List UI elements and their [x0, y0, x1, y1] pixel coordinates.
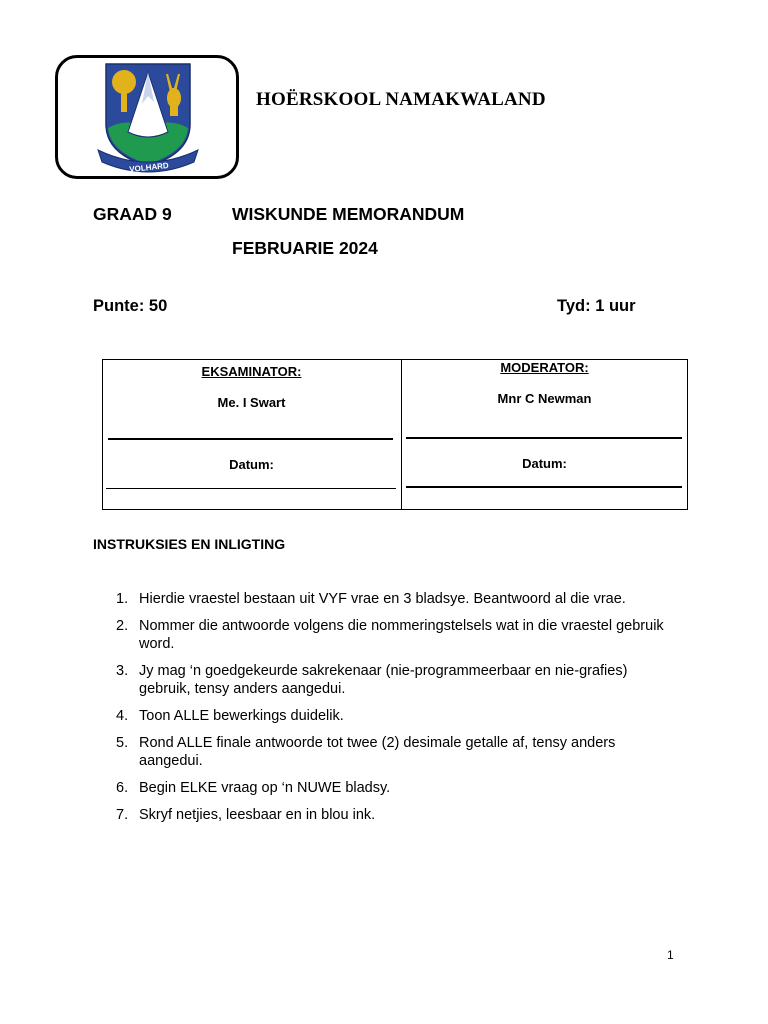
- instructions-heading: INSTRUKSIES EN INLIGTING: [93, 536, 286, 552]
- list-item-text: Rond ALLE finale antwoorde tot twee (2) desimale getalle af, tensy anders aangedui.: [139, 735, 616, 769]
- list-item-text: Hierdie vraestel bestaan uit VYF vrae en 3 bladsye. Beantwoord al die vrae.: [139, 591, 626, 607]
- examiner-heading: EKSAMINATOR:: [201, 364, 302, 379]
- exam-time: Tyd: 1 uur: [557, 297, 636, 315]
- list-item: [107, 617, 677, 653]
- moderator-date-label: Datum:: [522, 456, 567, 471]
- list-item: [107, 779, 677, 797]
- moderator-signature-line: [406, 437, 682, 439]
- list-item-number: 7.: [116, 807, 129, 823]
- list-item-number: 2.: [116, 618, 129, 634]
- list-item-number: 5.: [116, 735, 129, 751]
- exam-date: FEBRUARIE 2024: [232, 238, 378, 258]
- list-item: [107, 662, 677, 698]
- examiner-name: Me. I Swart: [217, 395, 286, 410]
- moderator-heading: MODERATOR:: [500, 360, 589, 375]
- school-name: HOËRSKOOL NAMAKWALAND: [256, 89, 546, 110]
- crest-motto: VOLHARD: [128, 160, 170, 175]
- examiner-date-label: Datum:: [229, 457, 274, 472]
- list-item-number: 6.: [116, 780, 129, 796]
- list-item-number: 4.: [116, 708, 129, 724]
- subject-title: WISKUNDE MEMORANDUM: [232, 204, 465, 224]
- page-number: 1: [667, 948, 674, 962]
- list-item-text: Skryf netjies, leesbaar en in blou ink.: [139, 807, 376, 823]
- list-item-number: 3.: [116, 663, 129, 679]
- school-crest-logo: [94, 62, 202, 178]
- list-item: [107, 590, 677, 608]
- list-item: [107, 806, 677, 824]
- examiner-signature-line: [108, 438, 393, 440]
- grade-label: GRAAD 9: [93, 204, 172, 224]
- moderator-date-line: [406, 486, 682, 488]
- list-item-text: Nommer die antwoorde volgens die nommeringstelsels wat in die vraestel gebruik word.: [139, 618, 664, 652]
- examiner-date-line: [106, 488, 396, 489]
- list-item-text: Jy mag ‘n goedgekeurde sakrekenaar (nie-programmeerbaar en nie-grafies) gebruik, tensy anders aangedui.: [139, 663, 628, 697]
- list-item-text: Begin ELKE vraag op ‘n NUWE bladsy.: [139, 780, 391, 796]
- list-item: [107, 734, 677, 770]
- list-item-text: Toon ALLE bewerkings duidelik.: [139, 708, 344, 724]
- list-item: [107, 707, 677, 725]
- instructions-list: [107, 590, 677, 833]
- total-marks: Punte: 50: [93, 297, 168, 315]
- list-item-number: 1.: [116, 591, 129, 607]
- moderator-name: Mnr C Newman: [497, 391, 592, 406]
- signoff-divider: [401, 360, 402, 509]
